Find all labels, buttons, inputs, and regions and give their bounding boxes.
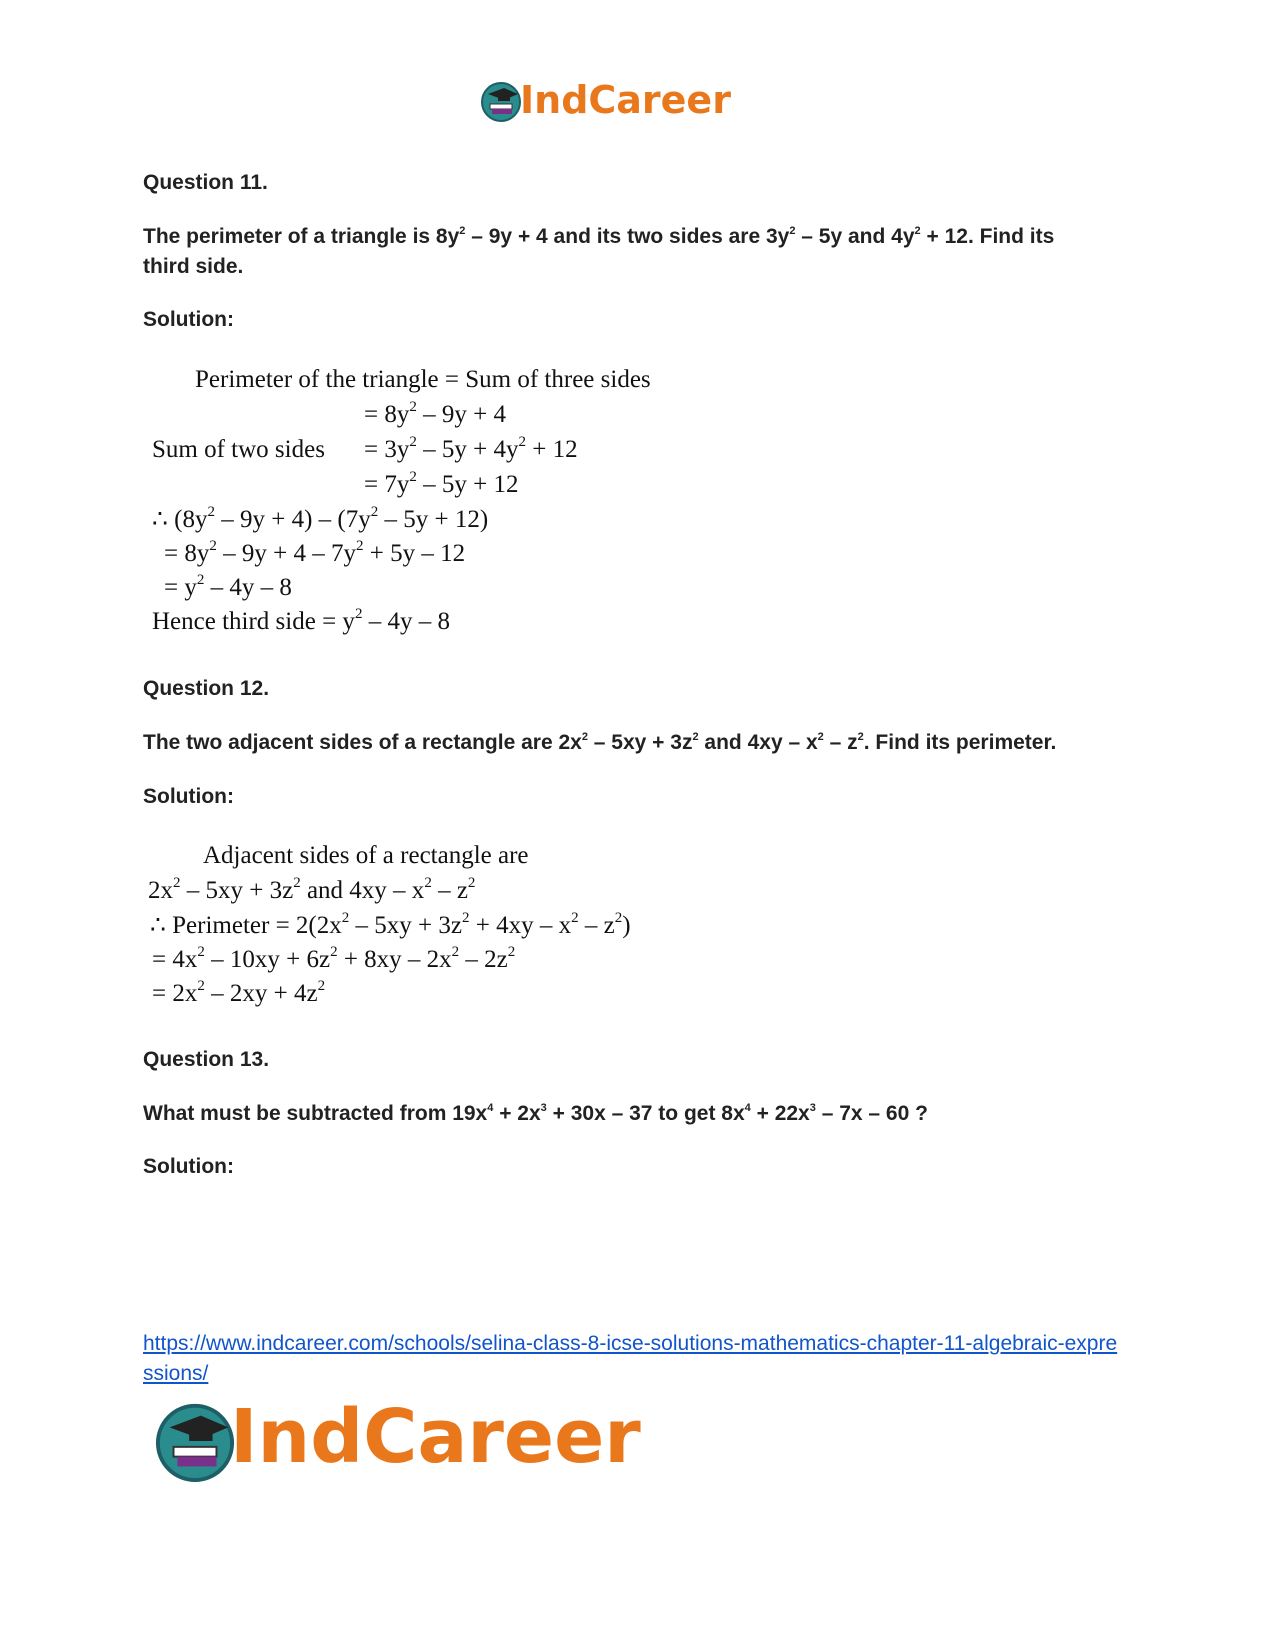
question-11-solution-label: Solution:: [143, 308, 234, 331]
math-line: = $2x^2 - 2xy + 4z^2$: [152, 978, 326, 1007]
question-12-text: The two adjacent sides of a rectangle are $2x^2 - 5xy + 3z^2$ and $4xy - x^2 - z^2$. Find its perimeter.: [143, 731, 1057, 754]
question-12-solution-label: Solution:: [143, 785, 234, 808]
math-line: = $3y^2 - 5y + 4y^2 + 12$: [364, 434, 578, 463]
question-12-title: Question 12.: [143, 677, 270, 700]
question-11-solution-math: [150, 362, 710, 652]
math-line: Perimeter of the triangle = Sum of three sides: [195, 366, 651, 393]
math-line: Hence third side = $y^2 - 4y - 8$: [152, 606, 450, 635]
math-line: Sum of two sides: [152, 436, 325, 463]
math-line: ∴ Perimeter = $2(2x^2 - 5xy + 3z^2 + 4xy - x^2 - z^2)$: [150, 910, 631, 939]
question-12-solution-math: [148, 838, 708, 1018]
question-11-title: Question 11.: [143, 171, 268, 194]
math-line: = $8y^2 - 9y + 4 - 7y^2 + 5y - 12$: [164, 538, 466, 567]
question-13-text: What must be subtracted from $19x^4 + 2x^3 + 30x - 37$ to get $8x^4 + 22x^3 - 7x - 60$ ?: [143, 1102, 928, 1125]
footer-logo-text: IndCareer: [230, 1394, 641, 1480]
math-line: = $8y^2 - 9y + 4$: [364, 399, 506, 428]
question-13-title: Question 13.: [143, 1048, 270, 1071]
math-line: = $4x^2 - 10xy + 6z^2 + 8xy - 2x^2 - 2z^2$: [152, 944, 516, 973]
graduation-cap-books-globe-icon: [480, 80, 522, 122]
math-line: ∴ $(8y^2 - 9y + 4) - (7y^2 - 5y + 12)$: [152, 504, 489, 533]
graduation-cap-books-globe-icon: [154, 1400, 236, 1482]
question-11-text: The perimeter of a triangle is $8y^2 - 9y + 4$ and its two sides are $3y^2 - 5y$ and $4y^2 + 12$. Find its third side.: [143, 225, 1055, 278]
header-logo: [480, 78, 780, 124]
math-line: = $7y^2 - 5y + 12$: [364, 469, 519, 498]
math-line: Adjacent sides of a rectangle are: [203, 842, 529, 869]
math-line: $2x^2 - 5xy + 3z^2$ and $4xy - x^2 - z^2$: [148, 875, 476, 904]
footer-logo: [150, 1394, 710, 1488]
question-13-solution-label: Solution:: [143, 1155, 234, 1178]
math-line: = $y^2 - 4y - 8$: [164, 572, 292, 601]
header-logo-text: IndCareer: [520, 78, 731, 122]
footer-source-link[interactable]: https://www.indcareer.com/schools/selina-class-8-icse-solutions-mathematics-chapter-11-algebraic-expressions/: [143, 1332, 1118, 1385]
